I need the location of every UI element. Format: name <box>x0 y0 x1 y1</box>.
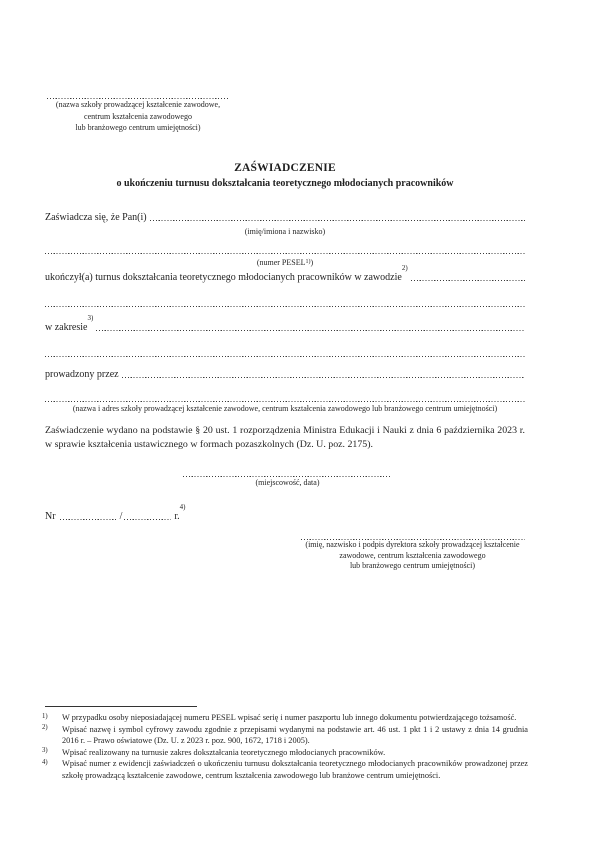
footnote-4-text: Wpisać numer z ewidencji zaświadczeń o ukończeniu turnusu dokształcania teoretycznego młodocianych pracowników prowadzonej przez szkołę prowadzącą kształcenie zawodowe, centrum kształcenia zawodowego lub branżowe centrum umiejętności. <box>62 759 528 780</box>
place-date-block <box>183 470 392 489</box>
footnote-2 <box>42 724 528 747</box>
footnote-4 <box>42 758 528 781</box>
completion-footnote-ref: 2) <box>401 263 408 272</box>
name-caption: (imię/imiona i nazwisko) <box>244 227 326 236</box>
pesel-caption <box>45 257 525 269</box>
number-label: Nr <box>45 511 56 522</box>
pesel-caption-pre: (numer PESEL <box>256 258 306 267</box>
conducted-by-fill-line <box>122 368 525 381</box>
school-header-block <box>38 92 238 134</box>
school-header-caption-line2: centrum kształcenia zawodowego <box>84 111 192 121</box>
signature-caption-line1: (imię, nazwisko i podpis dyrektora szkoły prowadzącej kształcenie <box>305 540 520 549</box>
legal-basis-line2: w sprawie kształcenia ustawicznego w formach pozaszkolnych (Dz. U. poz. 2175). <box>45 438 373 450</box>
school-name-fill-line <box>47 92 229 99</box>
year-fill-line <box>124 510 171 523</box>
number-fill-line <box>60 510 118 523</box>
certificate-title: ZAŚWIADCZENIE <box>234 162 336 174</box>
profession-fill-line-2 <box>45 296 525 307</box>
place-date-caption: (miejscowość, data) <box>255 478 320 487</box>
conducted-by-fill-line-2 <box>45 391 525 402</box>
legal-basis-paragraph <box>45 424 525 451</box>
scope-footnote-ref: 3) <box>87 313 94 322</box>
number-suffix: r. <box>174 511 180 522</box>
footnote-4-ref: 4) <box>42 758 48 766</box>
profession-field-row <box>45 263 525 284</box>
name-field-row <box>45 211 525 224</box>
footnote-rule <box>45 706 197 707</box>
signature-fill-line <box>301 533 525 540</box>
footnote-2-text: Wpisać nazwę i symbol cyfrowy zawodu zgodnie z przepisami wydanymi na podstawie art. 46 ust. 1 pkt 1 i 2 ustawy z dnia 14 grudnia 2016 r. – Prawo oświatowe (Dz. U. z 2023 r. poz. 900, 1672, 1718 i 2005). <box>62 724 528 746</box>
signature-caption-line3: lub branżowego centrum umiejętności) <box>349 561 476 570</box>
conducted-by-caption: (nazwa i adres szkoły prowadzącej kształcenie zawodowe, centrum kształcenia zawodowego lub branżowego centrum umiejętności) <box>72 404 498 413</box>
intro-label: Zaświadcza się, że Pan(i) <box>45 212 147 223</box>
pesel-footnote-ref: 1) <box>305 258 311 265</box>
completion-label: ukończył(a) turnus dokształcania teoretycznego młodocianych pracowników w zawodzie <box>45 272 402 283</box>
footnote-2-ref: 2) <box>42 724 48 732</box>
profession-fill-line <box>411 271 525 284</box>
number-footnote-ref: 4) <box>179 502 186 511</box>
footnote-3 <box>42 747 528 759</box>
pesel-caption-post: ) <box>310 258 314 267</box>
scope-fill-line <box>96 321 525 334</box>
name-fill-line <box>150 211 525 224</box>
footnote-3-ref: 3) <box>42 747 48 755</box>
place-date-fill-line <box>183 470 392 477</box>
school-header-caption-line1: (nazwa szkoły prowadzącej kształcenie zawodowe, <box>55 100 221 109</box>
scope-fill-line-2 <box>45 346 525 357</box>
signature-caption-line2: zawodowe, centrum kształcenia zawodowego <box>339 550 486 560</box>
footnote-1-text: W przypadku osoby nieposiadającej numeru PESEL wpisać serię i numer paszportu lub innego dokumentu potwierdzającego tożsamość. <box>62 713 517 722</box>
conducted-by-field-row <box>45 368 525 381</box>
legal-basis-line1: Zaświadczenie wydano na podstawie § 20 ust. 1 rozporządzenia Ministra Edukacji i Nauki z dnia 6 października 2023 r. <box>45 425 525 436</box>
footnote-1 <box>42 712 528 724</box>
certificate-number-row <box>45 502 265 523</box>
school-header-caption-line3: lub branżowego centrum umiejętności) <box>75 123 201 132</box>
conducted-label: prowadzony przez <box>45 369 119 380</box>
footnotes-block <box>42 712 528 782</box>
signature-block <box>300 533 525 572</box>
scope-label: w zakresie <box>45 322 88 333</box>
footnote-3-text: Wpisać realizowany na turnusie zakres dokształcania teoretycznego młodocianych pracowników. <box>62 747 386 757</box>
number-separator: / <box>119 511 123 522</box>
scope-field-row <box>45 313 525 334</box>
footnote-1-ref: 1) <box>42 712 48 720</box>
pesel-fill-line <box>45 243 525 254</box>
title-block <box>45 162 525 190</box>
certificate-subtitle: o ukończeniu turnusu dokształcania teoretycznego młodocianych pracowników <box>116 178 454 189</box>
